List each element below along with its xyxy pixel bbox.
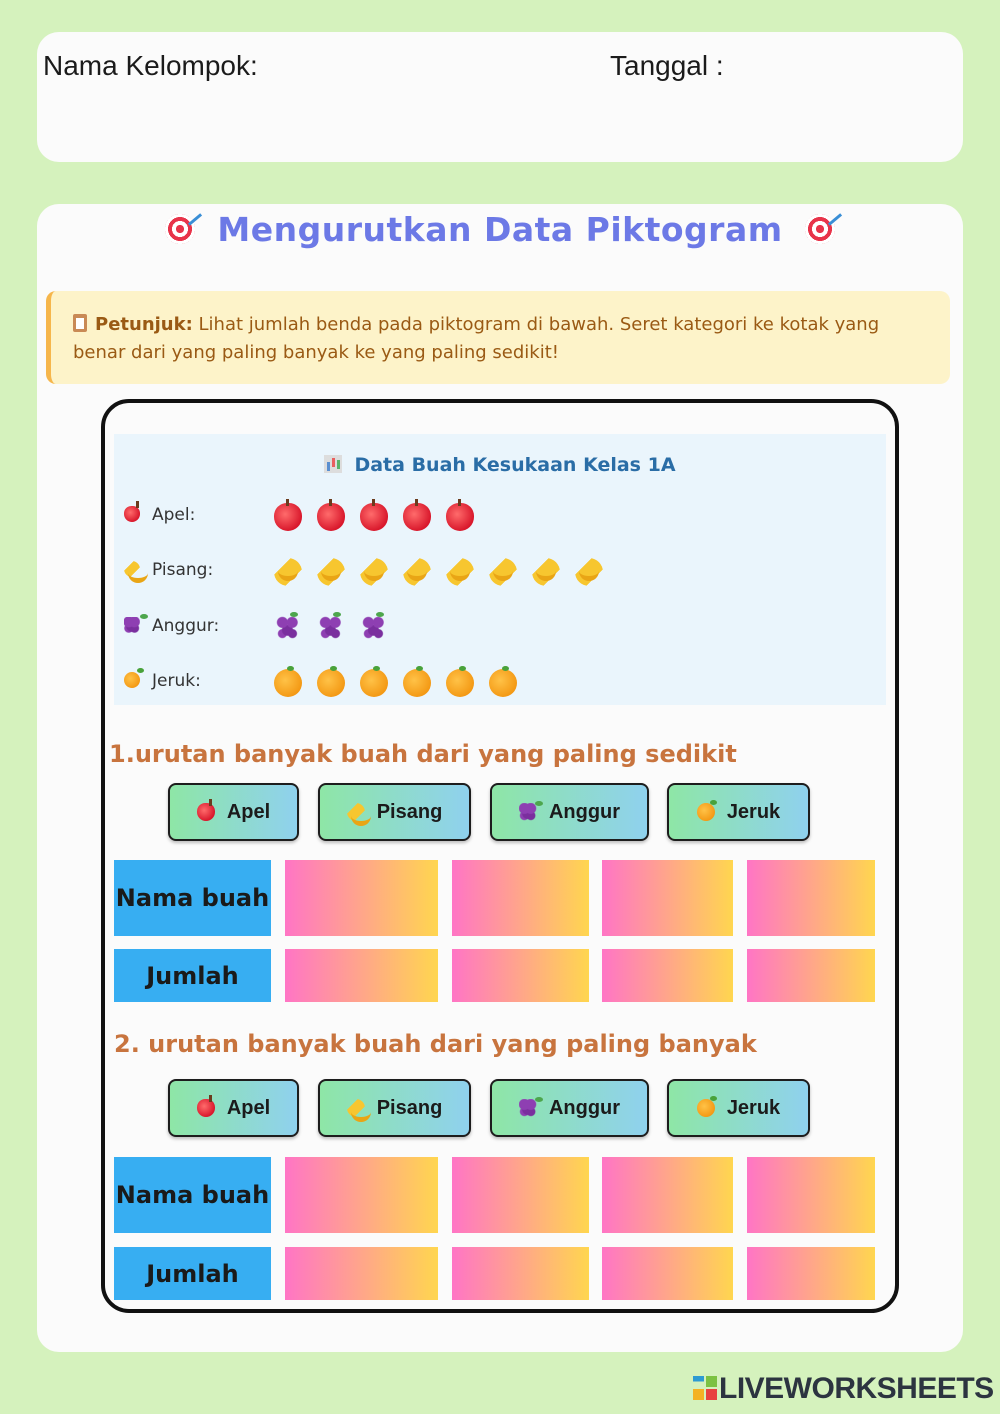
apple-icon [360, 503, 388, 531]
liveworksheets-logo-icon [693, 1376, 717, 1400]
banana-icon [347, 1099, 365, 1117]
apple-icon [317, 503, 345, 531]
chip-anggur[interactable] [490, 1079, 649, 1137]
drop-nama-buah-2[interactable] [452, 1157, 589, 1233]
pictogram-icons [274, 503, 489, 535]
chip-pisang[interactable] [318, 783, 471, 841]
apple-icon [197, 1099, 215, 1117]
drop-nama-buah-4[interactable] [747, 1157, 875, 1233]
chip-label: Apel [226, 1096, 271, 1119]
chip-jeruk[interactable] [667, 1079, 810, 1137]
pictogram-row-jeruk [114, 663, 886, 703]
chip-label: Jeruk [726, 800, 781, 823]
chip-label: Pisang [376, 800, 443, 823]
banana-icon [446, 558, 474, 586]
banana-icon [489, 558, 517, 586]
banana-icon [274, 558, 302, 586]
liveworksheets-logo[interactable] [693, 1372, 994, 1406]
banana-icon [347, 803, 365, 821]
chip-label: Apel [226, 800, 271, 823]
pictogram-title [114, 454, 886, 476]
orange-icon [489, 669, 517, 697]
apple-icon [403, 503, 431, 531]
pictogram-row-apel [114, 497, 886, 537]
pictogram-chart [114, 434, 886, 705]
drop-nama-buah-4[interactable] [747, 860, 875, 936]
grape-icon [519, 1099, 537, 1117]
orange-icon [274, 669, 302, 697]
pictogram-row-label: Jeruk: [152, 671, 201, 691]
orange-icon [124, 672, 140, 688]
pictogram-row-label: Anggur: [152, 616, 220, 636]
banana-icon [360, 558, 388, 586]
chip-anggur[interactable] [490, 783, 649, 841]
drop-jumlah-2[interactable] [452, 949, 589, 1002]
drop-nama-buah-2[interactable] [452, 860, 589, 936]
apple-icon [197, 803, 215, 821]
chip-label: Pisang [376, 1096, 443, 1119]
page-title-text: Mengurutkan Data Piktogram [217, 210, 783, 249]
drop-jumlah-1[interactable] [285, 1247, 438, 1300]
banana-icon [124, 561, 140, 577]
grape-icon [124, 617, 140, 633]
drop-jumlah-2[interactable] [452, 1247, 589, 1300]
bar-chart-icon [324, 455, 342, 473]
banana-icon [317, 558, 345, 586]
pictogram-icons [274, 614, 403, 646]
pictogram-icons [274, 558, 618, 590]
pictogram-row-pisang [114, 552, 886, 592]
chip-label: Jeruk [726, 1096, 781, 1119]
drop-nama-buah-3[interactable] [602, 860, 733, 936]
chip-apel[interactable] [168, 783, 299, 841]
pictogram-row-label: Pisang: [152, 560, 214, 580]
drop-nama-buah-1[interactable] [285, 1157, 438, 1233]
row-label-jumlah: Jumlah [114, 949, 271, 1002]
tanggal-label: Tanggal : [610, 50, 724, 81]
drop-nama-buah-3[interactable] [602, 1157, 733, 1233]
orange-icon [697, 1099, 715, 1117]
logo-text: LIVEWORKSHEETS [719, 1372, 994, 1405]
drop-jumlah-3[interactable] [602, 949, 733, 1002]
banana-icon [403, 558, 431, 586]
grape-icon [274, 614, 302, 642]
grape-icon [519, 803, 537, 821]
grape-icon [360, 614, 388, 642]
row-label-nama-buah: Nama buah [114, 860, 271, 936]
pictogram-title-text: Data Buah Kesukaan Kelas 1A [354, 454, 676, 476]
pictogram-row-anggur [114, 608, 886, 648]
orange-icon [403, 669, 431, 697]
row-label-nama-buah: Nama buah [114, 1157, 271, 1233]
page-title [0, 210, 1000, 249]
instructions-box [46, 291, 950, 384]
chip-label: Anggur [548, 1096, 621, 1119]
apple-icon [274, 503, 302, 531]
clipboard-icon [73, 314, 87, 332]
orange-icon [446, 669, 474, 697]
orange-icon [697, 803, 715, 821]
chip-apel[interactable] [168, 1079, 299, 1137]
question-2: 2. urutan banyak buah dari yang paling banyak [114, 1030, 757, 1058]
grape-icon [317, 614, 345, 642]
nama-kelompok-label: Nama Kelompok: [43, 50, 258, 81]
row-label-jumlah: Jumlah [114, 1247, 271, 1300]
target-icon [805, 214, 835, 244]
orange-icon [360, 669, 388, 697]
instructions-text: Lihat jumlah benda pada piktogram di bawah. Seret kategori ke kotak yang benar dari yang paling banyak ke yang paling sedikit! [73, 314, 880, 363]
drop-jumlah-4[interactable] [747, 949, 875, 1002]
chip-label: Anggur [548, 800, 621, 823]
pictogram-row-label: Apel: [152, 505, 196, 525]
apple-icon [446, 503, 474, 531]
question-1: 1.urutan banyak buah dari yang paling sedikit [109, 740, 737, 768]
drop-jumlah-1[interactable] [285, 949, 438, 1002]
pictogram-icons [274, 669, 532, 701]
chip-pisang[interactable] [318, 1079, 471, 1137]
drop-jumlah-4[interactable] [747, 1247, 875, 1300]
orange-icon [317, 669, 345, 697]
apple-icon [124, 506, 140, 522]
drop-nama-buah-1[interactable] [285, 860, 438, 936]
target-icon [165, 214, 195, 244]
instructions-label: Petunjuk: [95, 314, 193, 335]
chip-jeruk[interactable] [667, 783, 810, 841]
drop-jumlah-3[interactable] [602, 1247, 733, 1300]
banana-icon [575, 558, 603, 586]
banana-icon [532, 558, 560, 586]
